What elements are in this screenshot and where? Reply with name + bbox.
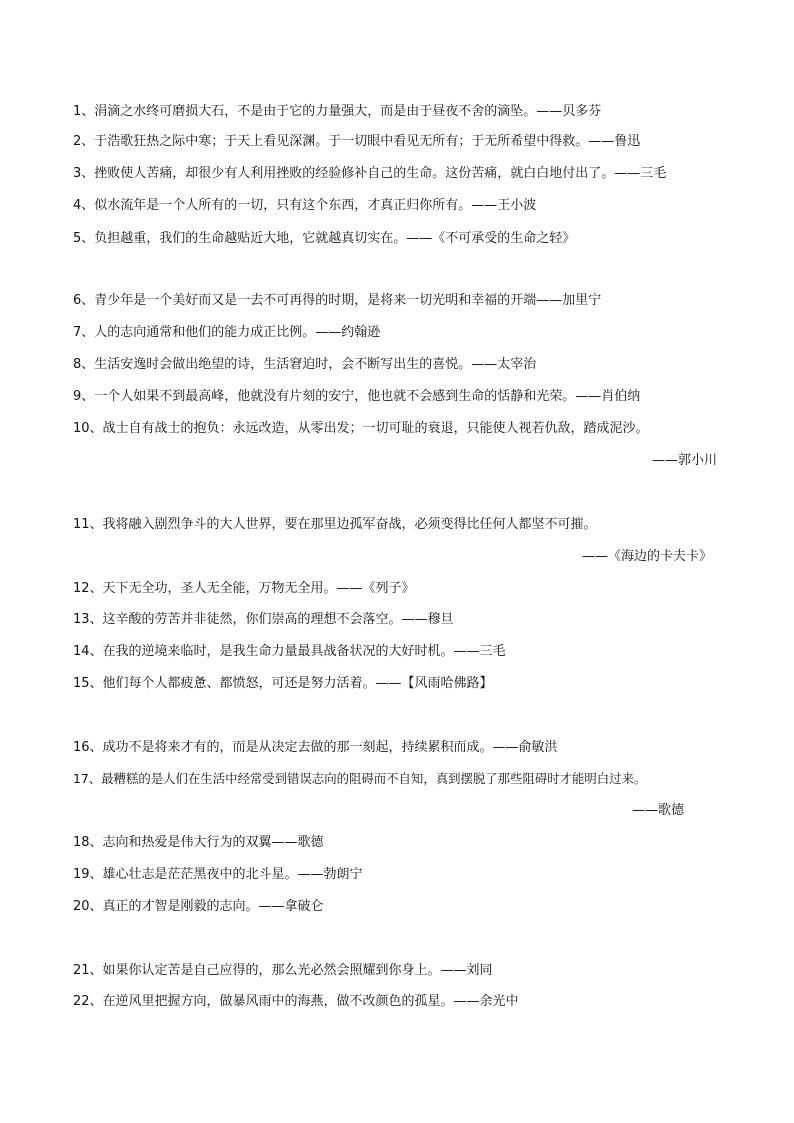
- quote-line: 19、雄心壮志是茫茫黑夜中的北斗星。——勃朗宁: [73, 867, 363, 882]
- quote-line: 5、负担越重，我们的生命越贴近大地，它就越真切实在。——《不可承受的生命之轻》: [73, 231, 576, 246]
- quote-line: 12、天下无全功，圣人无全能，万物无全用。——《列子》: [73, 581, 415, 596]
- quote-line: 6、青少年是一个美好而又是一去不可再得的时期，是将来一切光明和幸福的开端——加里宁: [73, 293, 602, 308]
- quote-line: 9、一个人如果不到最高峰，他就没有片刻的安宁，他也就不会感到生命的恬静和光荣。——肖伯纳: [73, 389, 641, 404]
- quote-line: 17、最糟糕的是人们在生活中经常受到错误志向的阻碍而不自知，真到摆脱了那些阻碍时才能明白过来。: [73, 771, 647, 786]
- quote-attribution: ——《海边的卡夫卡》: [582, 549, 713, 564]
- quote-line: 15、他们每个人都疲惫、都愤怒，可还是努力活着。——【风雨哈佛路】: [73, 676, 493, 691]
- quote-line: 11、我将融入剧烈争斗的大人世界，要在那里边孤军奋战，必须变得比任何人都坚不可摧。: [73, 517, 597, 532]
- quote-line: 13、这辛酸的劳苦并非徒然，你们崇高的理想不会落空。——穆旦: [73, 612, 454, 627]
- quote-line: 10、战士自有战士的抱负：永远改造，从零出发；一切可耻的衰退，只能使人视若仇敌，踏成泥沙。: [73, 421, 649, 436]
- quote-line: 7、人的志向通常和他们的能力成正比例。——约翰逊: [73, 325, 381, 340]
- quote-line: 22、在逆风里把握方向，做暴风雨中的海燕，做不改颜色的孤星。——余光中: [73, 994, 519, 1009]
- quote-line: 16、成功不是将来才有的，而是从决定去做的那一刻起，持续累积而成。——俞敏洪: [73, 740, 558, 755]
- quote-line: 21、如果你认定苦是自己应得的，那么光必然会照耀到你身上。——刘同: [73, 963, 493, 978]
- quote-line: 2、于浩歌狂热之际中寒；于天上看见深渊。于一切眼中看见无所有；于无所希望中得救。——鲁迅: [73, 134, 641, 149]
- quote-attribution: ——郭小川: [652, 453, 718, 468]
- quote-attribution: ——歌德: [632, 803, 685, 818]
- quote-line: 4、似水流年是一个人所有的一切，只有这个东西，才真正归你所有。——王小波: [73, 198, 537, 213]
- quote-line: 8、生活安逸时会做出绝望的诗，生活窘迫时，会不断写出生的喜悦。——太宰治: [73, 357, 537, 372]
- quote-line: 14、在我的逆境来临时，是我生命力量最具战备状况的大好时机。——三毛: [73, 644, 506, 659]
- quote-line: 1、涓滴之水终可磨损大石，不是由于它的力量强大，而是由于昼夜不舍的滴坠。——贝多芬: [73, 104, 602, 119]
- quote-line: 3、挫败使人苦痛，却很少有人利用挫败的经验修补自己的生命。这份苦痛，就白白地付出了。——三毛: [73, 166, 667, 181]
- quote-line: 20、真正的才智是刚毅的志向。——拿破仑: [73, 899, 324, 914]
- quote-line: 18、志向和热爱是伟大行为的双翼——歌德: [73, 835, 324, 850]
